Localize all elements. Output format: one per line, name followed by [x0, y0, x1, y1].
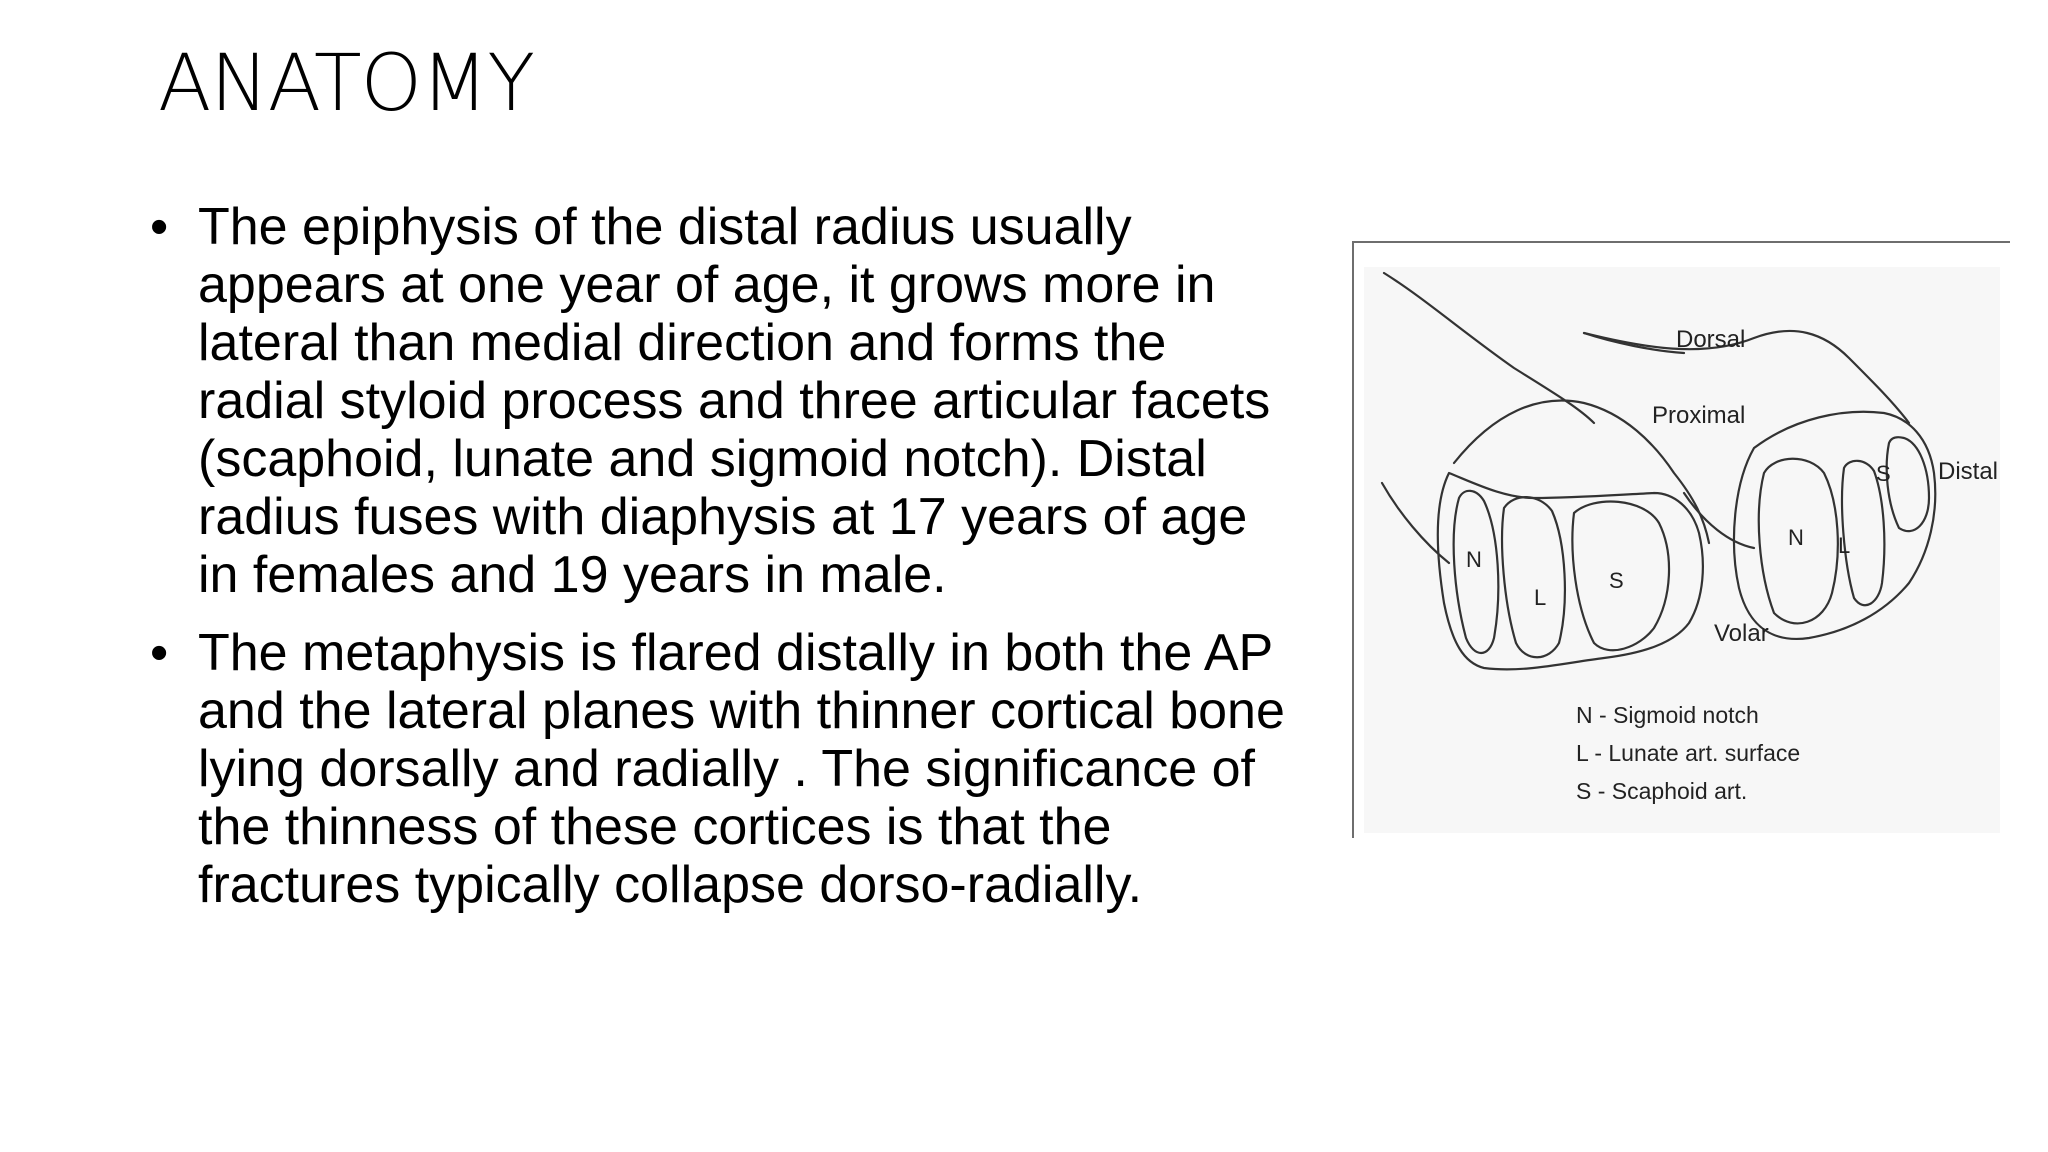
- legend-line-l: L - Lunate art. surface: [1576, 740, 1801, 766]
- label-dorsal: Dorsal: [1676, 326, 1746, 353]
- distal-radius-illustration: [1354, 243, 2010, 838]
- bullet-marker: •: [150, 198, 169, 256]
- label-l-right: L: [1838, 533, 1851, 558]
- label-n-right: N: [1788, 525, 1804, 550]
- right-facet-s: [1887, 437, 1929, 531]
- slide-title: ANATOMY: [158, 39, 534, 129]
- bullet-item-metaphysis: [150, 624, 1290, 914]
- bullet-text: The epiphysis of the distal radius usually appears at one year of age, it grows more in lateral than medial direction and forms the radial styloid process and three articular facets (scaphoid, lunate and sigmoid notch). Distal radius fuses with diaphysis at 17 years of age in females and 19 years in male.: [198, 198, 1271, 604]
- label-s-right: S: [1876, 461, 1891, 486]
- label-distal: Distal: [1938, 458, 1999, 485]
- bullet-item-epiphysis: [150, 198, 1290, 604]
- label-n-left: N: [1466, 547, 1482, 572]
- label-proximal: Proximal: [1652, 402, 1746, 429]
- label-volar: Volar: [1714, 620, 1769, 647]
- label-l-left: L: [1534, 585, 1547, 610]
- bullet-marker: •: [150, 624, 169, 682]
- bullet-text: The metaphysis is flared distally in both the AP and the lateral planes with thinner cortical bone lying dorsally and radially . The significance of the thinness of these cortices is that the fractures typically collapse dorso-radially.: [198, 624, 1285, 914]
- legend-line-n: N - Sigmoid notch: [1576, 702, 1759, 728]
- legend-line-s: S - Scaphoid art.: [1576, 778, 1748, 804]
- anatomy-figure: [1352, 241, 2010, 838]
- label-s-left: S: [1609, 568, 1624, 593]
- bullet-list: [150, 198, 1290, 934]
- left-facet-l: [1502, 497, 1565, 657]
- right-articular-outline: [1734, 412, 1935, 639]
